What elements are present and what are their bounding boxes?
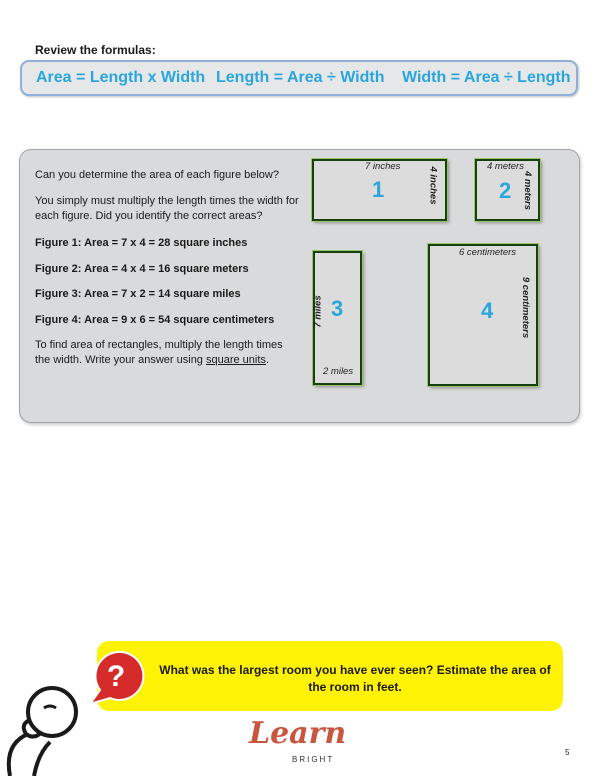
- figure-4-side-label: 9 centimeters: [520, 276, 532, 339]
- intro-text: Can you determine the area of each figure below?: [35, 169, 279, 181]
- figure-4-answer: Figure 4: Area = 9 x 6 = 54 square centimeters: [35, 314, 275, 326]
- page-number: 5: [565, 748, 570, 757]
- figure-4-top-label: 6 centimeters: [459, 247, 517, 258]
- figure-4-number: 4: [481, 298, 494, 323]
- summary-text-part: To find area of rectangles, multiply the length times the width. Write your answer using: [35, 339, 283, 366]
- instructions-text: You simply must multiply the length times the width for each figure. Did you identify the correct areas?: [35, 195, 299, 222]
- figure-2-answer: Figure 2: Area = 4 x 4 = 16 square meters: [35, 263, 249, 275]
- figure-2-number: 2: [499, 178, 512, 203]
- logo-subtitle: BRIGHT: [292, 755, 335, 764]
- figure-2-top-label: 4 meters: [487, 161, 524, 172]
- summary-text-end: .: [265, 354, 269, 366]
- figure-1-number: 1: [372, 177, 385, 202]
- figure-1-side-label: 4 inches: [427, 166, 439, 205]
- discussion-question-text: What was the largest room you have ever seen? Estimate the area of the room in feet.: [159, 663, 551, 694]
- area-formula: Area = Length x Width: [36, 69, 206, 86]
- figure-3-bottom-label: 2 miles: [323, 366, 354, 377]
- figure-3-answer: Figure 3: Area = 7 x 2 = 14 square miles: [35, 288, 241, 300]
- question-mark-glyph: ?: [106, 660, 126, 693]
- summary-text: [35, 338, 300, 368]
- figure-2-side-label: 4 meters: [522, 170, 534, 211]
- learn-bright-logo: Learn: [249, 716, 347, 751]
- question-bubble-icon: [80, 648, 150, 708]
- width-formula: Width = Area ÷ Length: [402, 69, 571, 86]
- square-units-term: square units: [205, 354, 266, 366]
- figure-1-top-label: 7 inches: [365, 161, 401, 172]
- thinking-character-icon: [0, 684, 90, 776]
- figure-3-side-label: 7 miles: [312, 295, 324, 328]
- formula-bar: [20, 60, 578, 96]
- figure-3-number: 3: [331, 296, 344, 321]
- length-formula: Length = Area ÷ Width: [216, 69, 385, 86]
- review-heading: Review the formulas:: [35, 43, 156, 57]
- figure-1-answer: Figure 1: Area = 7 x 4 = 28 square inches: [35, 237, 248, 249]
